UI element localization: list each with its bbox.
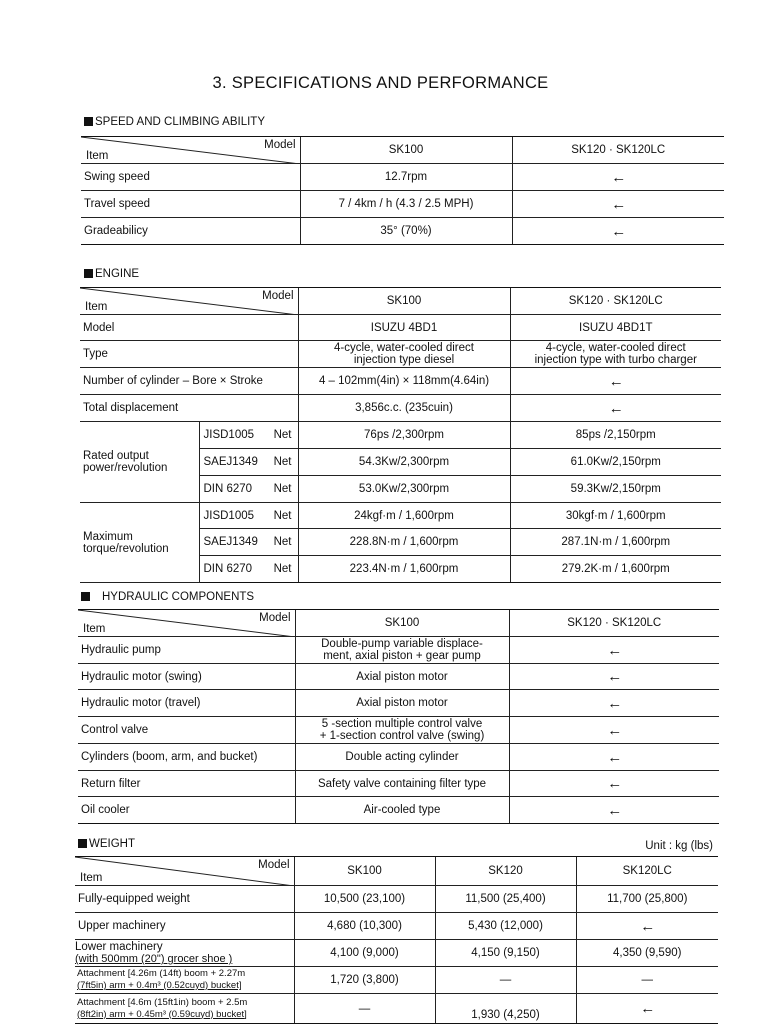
header-model: Model (262, 290, 294, 302)
cell-value: 24kgf·m / 1,600rpm (298, 503, 510, 529)
table-row (80, 341, 721, 368)
group-label-line: Rated output (83, 450, 149, 462)
table-row (75, 940, 718, 967)
cell-line: Double-pump variable displace- (321, 638, 483, 650)
cell-line: + 1-section control valve (swing) (319, 730, 485, 742)
cell-value: 10,500 (23,100) (294, 886, 435, 913)
group-label-line: Maximum (83, 530, 133, 543)
header-item: Item (85, 301, 108, 313)
cell-line: injection type diesel (353, 354, 455, 366)
cell-value: 223.4N·m / 1,600rpm (298, 556, 510, 583)
same-as-left-arrow-icon: ← (510, 368, 721, 395)
net-label: Net (273, 536, 292, 548)
column-header: SK120 · SK120LC (512, 137, 724, 164)
net-label: Net (273, 456, 292, 468)
row-label-line: (8ft2in) arm + 0.45m³ (0.59cuyd) bucket] (77, 1008, 247, 1020)
cell-value: 11,500 (25,400) (435, 886, 576, 913)
standard-cell (199, 476, 298, 503)
table-row (78, 717, 719, 744)
speed-table (81, 136, 724, 245)
not-applicable-dash: — (435, 967, 576, 994)
standard-cell (199, 556, 298, 583)
table-row (81, 218, 724, 245)
cell-value: 1,930 (4,250) (435, 994, 576, 1024)
same-as-left-arrow-icon: ← (509, 797, 719, 824)
column-header: SK100 (298, 288, 510, 315)
table-row (78, 690, 719, 717)
row-label-line: Attachment [4.6m (15ft1in) boom + 2.5m (77, 996, 248, 1008)
header-model: Model (264, 139, 296, 151)
row-label-line: (7ft5in) arm + 0.4m³ (0.52cuyd) bucket] (77, 980, 242, 991)
cell-value: 228.8N·m / 1,600rpm (298, 529, 510, 556)
cell-value: 11,700 (25,800) (576, 886, 718, 913)
standard-name: SAEJ1349 (203, 536, 258, 548)
cell-value: Axial piston motor (295, 664, 509, 690)
group-label-line: torque/revolution (83, 542, 169, 555)
same-as-left-arrow-icon: ← (510, 395, 721, 422)
cell-value (510, 341, 721, 368)
table-row (78, 771, 719, 797)
table-row (80, 503, 721, 529)
standard-name: JISD1005 (203, 509, 255, 522)
table-header-row (80, 288, 721, 315)
section-title: WEIGHT (89, 838, 135, 850)
cell-value: 4 – 102mm(4in) × 118mm(4.64in) (298, 368, 510, 395)
row-label: Fully-equipped weight (75, 886, 294, 913)
section-speed (84, 116, 265, 128)
row-label (75, 940, 294, 967)
bullet-square-icon (84, 269, 93, 278)
column-header: SK120LC (576, 857, 718, 886)
table-row (78, 664, 719, 690)
bullet-square-icon (78, 839, 87, 848)
cell-value: Air-cooled type (295, 797, 509, 824)
row-label: Hydraulic pump (78, 637, 295, 664)
table-row (75, 967, 718, 994)
column-header: SK120 · SK120LC (509, 610, 719, 637)
table-header-row (78, 610, 719, 637)
cell-value: 12.7rpm (300, 164, 512, 191)
cell-value: 4,100 (9,000) (294, 940, 435, 967)
not-applicable-dash: — (294, 994, 435, 1024)
standard-name: SAEJ1349 (203, 456, 258, 468)
row-label: Return filter (78, 771, 295, 797)
cell-value: 4,350 (9,590) (576, 940, 718, 967)
standard-cell (199, 529, 298, 556)
cell-value: 1,720 (3,800) (294, 967, 435, 994)
same-as-left-arrow-icon: ← (512, 164, 724, 191)
cell-line: 5 -section multiple control valve (321, 718, 483, 730)
table-row (80, 315, 721, 341)
column-header: SK120 (435, 857, 576, 886)
header-model: Model (258, 859, 290, 871)
row-label: Number of cylinder – Bore × Stroke (80, 368, 298, 395)
cell-value: Double acting cylinder (295, 744, 509, 771)
row-label-line: Lower machinery (75, 941, 163, 953)
cell-value: 279.2K·m / 1,600rpm (510, 556, 721, 583)
column-header: SK120 · SK120LC (510, 288, 721, 315)
cell-value: ISUZU 4BD1T (510, 315, 721, 341)
section-title: HYDRAULIC COMPONENTS (102, 591, 255, 603)
table-header-row (75, 857, 718, 886)
cell-value (295, 717, 509, 744)
cell-value: ISUZU 4BD1 (298, 315, 510, 341)
bullet-square-icon (84, 117, 93, 126)
same-as-left-arrow-icon: ← (509, 717, 719, 744)
row-label: Hydraulic motor (travel) (78, 690, 295, 717)
table-row (75, 994, 718, 1024)
row-label: Travel speed (81, 191, 300, 218)
cell-value: 4,680 (10,300) (294, 913, 435, 940)
page-title: 3. SPECIFICATIONS AND PERFORMANCE (212, 74, 549, 92)
same-as-left-arrow-icon: ← (509, 744, 719, 771)
cell-value: 53.0Kw/2,300rpm (298, 476, 510, 503)
column-header: SK100 (300, 137, 512, 164)
row-label: Cylinders (boom, arm, and bucket) (78, 744, 295, 771)
cell-value (298, 341, 510, 368)
net-label: Net (273, 563, 292, 575)
same-as-left-arrow-icon: ← (509, 771, 719, 797)
row-label: Gradeabilicy (81, 218, 300, 245)
cell-value (295, 637, 509, 664)
row-label: Model (80, 315, 298, 341)
table-row (75, 886, 718, 913)
cell-value: 287.1N·m / 1,600rpm (510, 529, 721, 556)
cell-value: 85ps /2,150rpm (510, 422, 721, 449)
row-label: Upper machinery (75, 913, 294, 940)
table-row (81, 191, 724, 218)
row-label: Type (80, 341, 298, 368)
row-label-line: Attachment [4.26m (14ft) boom + 2.27m (77, 968, 246, 979)
table-header-row (81, 137, 724, 164)
table-row (75, 913, 718, 940)
standard-name: DIN 6270 (203, 483, 253, 495)
column-header: SK100 (294, 857, 435, 886)
same-as-left-arrow-icon: ← (576, 994, 718, 1024)
cell-value: 4,150 (9,150) (435, 940, 576, 967)
net-label: Net (273, 509, 292, 522)
net-label: Net (273, 429, 292, 441)
section-hydraulic (81, 591, 254, 603)
table-row (78, 637, 719, 664)
cell-line: ment, axial piston + gear pump (323, 650, 481, 662)
same-as-left-arrow-icon: ← (509, 664, 719, 690)
standard-cell (199, 449, 298, 476)
engine-table (80, 287, 721, 583)
same-as-left-arrow-icon: ← (509, 690, 719, 717)
cell-value: 7 / 4km / h (4.3 / 2.5 MPH) (300, 191, 512, 218)
row-label-line: (with 500mm (20") grocer shoe ) (75, 953, 233, 965)
hydraulic-table (78, 609, 719, 824)
same-as-left-arrow-icon: ← (512, 218, 724, 245)
standard-cell (199, 503, 298, 529)
row-label: Hydraulic motor (swing) (78, 664, 295, 690)
same-as-left-arrow-icon: ← (576, 913, 718, 940)
not-applicable-dash: — (576, 967, 718, 994)
header-item: Item (80, 872, 103, 884)
cell-value: 3,856c.c. (235cuin) (298, 395, 510, 422)
cell-value: Axial piston motor (295, 690, 509, 717)
table-row (78, 744, 719, 771)
cell-line: 4-cycle, water-cooled direct (334, 342, 474, 354)
item-model-header (75, 857, 294, 886)
table-row (80, 368, 721, 395)
cell-value: 59.3Kw/2,150rpm (510, 476, 721, 503)
cell-value: 5,430 (12,000) (435, 913, 576, 940)
row-label: Swing speed (81, 164, 300, 191)
section-title: SPEED AND CLIMBING ABILITY (95, 116, 265, 128)
cell-value: 76ps /2,300rpm (298, 422, 510, 449)
row-label: Oil cooler (78, 797, 295, 824)
table-row (80, 422, 721, 449)
table-row (80, 395, 721, 422)
section-engine (84, 268, 139, 280)
column-header: SK100 (295, 610, 509, 637)
header-item: Item (83, 623, 106, 635)
cell-value: 61.0Kw/2,150rpm (510, 449, 721, 476)
row-label (75, 994, 294, 1024)
row-label: Total displacement (80, 395, 298, 422)
section-weight (78, 838, 135, 850)
item-model-header (81, 137, 300, 164)
standard-name: DIN 6270 (203, 563, 253, 575)
cell-value: Safety valve containing filter type (295, 771, 509, 797)
same-as-left-arrow-icon: ← (512, 191, 724, 218)
weight-table (75, 856, 718, 1024)
cell-line: 4-cycle, water-cooled direct (545, 342, 686, 354)
net-label: Net (273, 483, 292, 495)
item-model-header (80, 288, 298, 315)
same-as-left-arrow-icon: ← (509, 637, 719, 664)
header-item: Item (86, 150, 109, 162)
cell-value: 35° (70%) (300, 218, 512, 245)
row-label (75, 967, 294, 994)
cell-value: 30kgf·m / 1,600rpm (510, 503, 721, 529)
row-label: Control valve (78, 717, 295, 744)
item-model-header (78, 610, 295, 637)
header-model: Model (259, 612, 291, 624)
standard-cell (199, 422, 298, 449)
cell-value: 54.3Kw/2,300rpm (298, 449, 510, 476)
group-label-line: power/revolution (83, 462, 168, 474)
cell-line: injection type with turbo charger (534, 354, 697, 366)
unit-label: Unit : kg (lbs) (645, 840, 713, 852)
section-title: ENGINE (95, 268, 140, 280)
row-group-label (80, 503, 199, 583)
row-group-label (80, 422, 199, 503)
bullet-square-icon (81, 592, 90, 601)
table-row (78, 797, 719, 824)
table-row (81, 164, 724, 191)
standard-name: JISD1005 (203, 429, 255, 441)
